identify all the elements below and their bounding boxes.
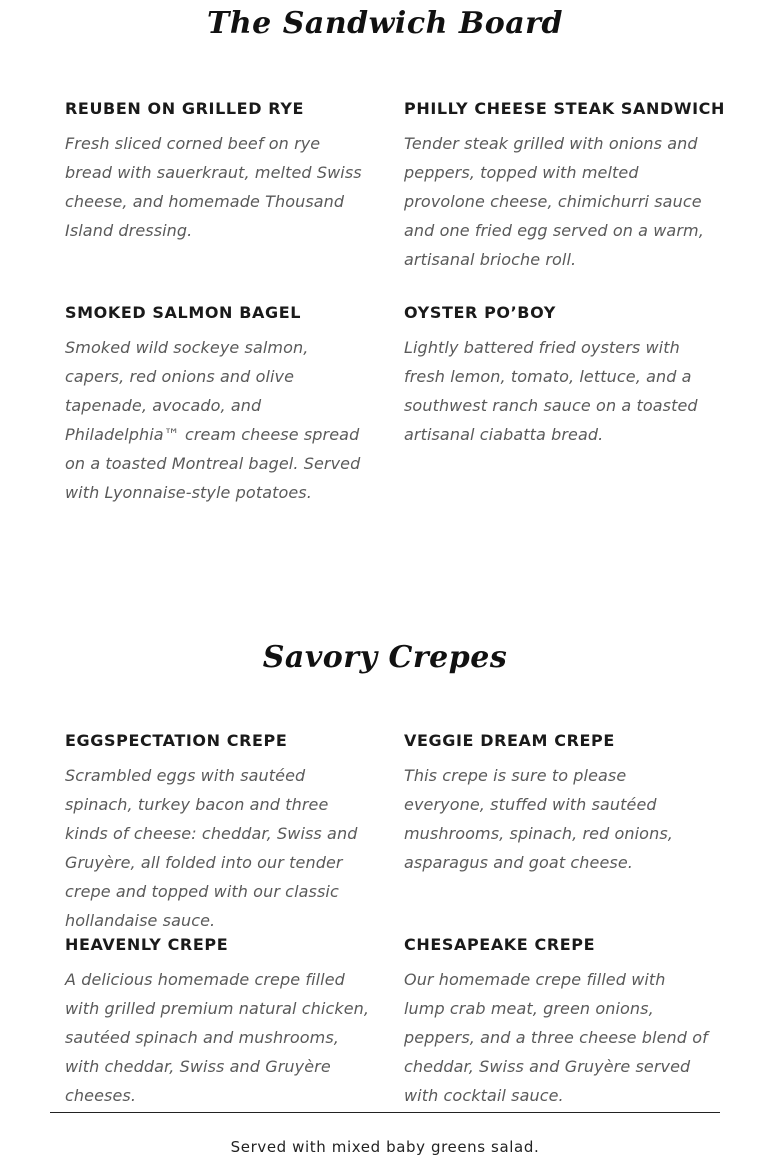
item-name: SMOKED SALMON BAGEL [65, 303, 302, 322]
footer-note: Served with mixed baby greens salad. [230, 1138, 540, 1156]
item-description: A delicious homemade crepe filled with grilled premium natural chicken, sautéed spinach and mushrooms, with cheddar, Swiss and Gruyère cheeses. [65, 970, 370, 1105]
item-name: REUBEN ON GRILLED RYE [65, 99, 305, 118]
item-name: EGGSPECTATION CREPE [65, 731, 288, 750]
item-name: VEGGIE DREAM CREPE [404, 731, 615, 750]
menu-item-eggspectation-crepe [65, 731, 370, 935]
menu-item-philly-cheese-steak [404, 99, 725, 274]
item-description: Our homemade crepe filled with lump crab meat, green onions, peppers, and a three cheese blend of cheddar, Swiss and Gruyère served with cocktail sauce. [404, 970, 708, 1105]
item-name: HEAVENLY CREPE [65, 935, 229, 954]
menu-item-reuben [65, 99, 370, 245]
menu-item-veggie-dream-crepe [404, 731, 709, 877]
item-description: Scrambled eggs with sautéed spinach, turkey bacon and three kinds of cheese: cheddar, Swiss and Gruyère, all folded into our tender crepe and topped with our classic hollandaise sauce. [65, 766, 358, 930]
section-title-savory-crepes: Savory Crepes [262, 640, 508, 675]
section-title-sandwich-board: The Sandwich Board [207, 6, 563, 41]
menu-item-smoked-salmon-bagel [65, 303, 370, 507]
menu-item-chesapeake-crepe [404, 935, 709, 1110]
item-description: Smoked wild sockeye salmon, capers, red onions and olive tapenade, avocado, and Philadelphia™ cream cheese spread on a toasted Montreal bagel. Served with Lyonnaise-style potatoes. [65, 338, 361, 502]
item-description: Fresh sliced corned beef on rye bread with sauerkraut, melted Swiss cheese, and homemade Thousand Island dressing. [65, 134, 362, 240]
item-name: CHESAPEAKE CREPE [404, 935, 596, 954]
footer-divider [50, 1112, 720, 1113]
menu-item-heavenly-crepe [65, 935, 370, 1110]
item-name: PHILLY CHEESE STEAK SANDWICH [404, 99, 725, 118]
item-description: Tender steak grilled with onions and peppers, topped with melted provolone cheese, chimichurri sauce and one fried egg served on a warm, artisanal brioche roll. [404, 134, 704, 269]
item-description: This crepe is sure to please everyone, stuffed with sautéed mushrooms, spinach, red onions, asparagus and goat cheese. [404, 766, 673, 872]
item-name: OYSTER PO’BOY [404, 303, 556, 322]
menu-item-oyster-poboy [404, 303, 709, 449]
item-description: Lightly battered fried oysters with fresh lemon, tomato, lettuce, and a southwest ranch sauce on a toasted artisanal ciabatta bread. [404, 338, 698, 444]
